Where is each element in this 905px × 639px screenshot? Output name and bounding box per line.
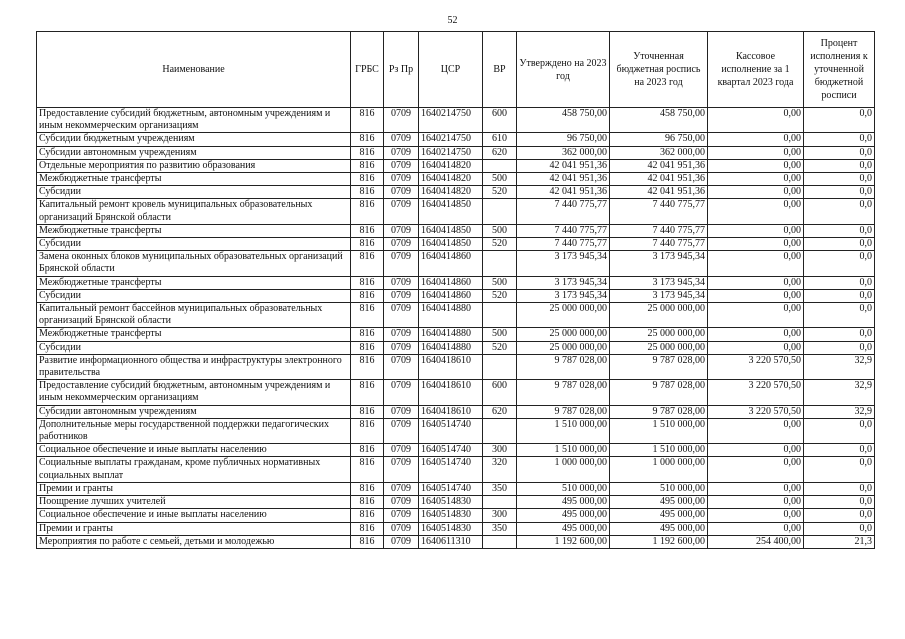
- cell-rzpr: 0709: [384, 199, 419, 224]
- cell-cash: 0,00: [708, 496, 804, 509]
- cell-rzpr: 0709: [384, 496, 419, 509]
- cell-name: Субсидии автономным учреждениям: [37, 405, 351, 418]
- cell-approved: 1 000 000,00: [517, 457, 610, 482]
- cell-grbs: 816: [351, 224, 384, 237]
- cell-cash: 0,00: [708, 224, 804, 237]
- table-row: [37, 509, 875, 522]
- cell-grbs: 816: [351, 199, 384, 224]
- cell-refined: 9 787 028,00: [610, 354, 708, 379]
- cell-rzpr: 0709: [384, 457, 419, 482]
- cell-name: Социальные выплаты гражданам, кроме публичных нормативных социальных выплат: [37, 457, 351, 482]
- cell-percent: 0,0: [804, 173, 875, 186]
- cell-grbs: 816: [351, 303, 384, 328]
- cell-name: Предоставление субсидий бюджетным, автономным учреждениям и иным некоммерческим организациям: [37, 108, 351, 133]
- cell-vr: 610: [483, 133, 517, 146]
- header-csr: ЦСР: [419, 32, 483, 108]
- cell-cash: 0,00: [708, 173, 804, 186]
- cell-vr: 300: [483, 509, 517, 522]
- table-row: [37, 535, 875, 548]
- cell-rzpr: 0709: [384, 159, 419, 172]
- cell-refined: 42 041 951,36: [610, 159, 708, 172]
- cell-vr: [483, 199, 517, 224]
- table-row: [37, 276, 875, 289]
- cell-refined: 495 000,00: [610, 522, 708, 535]
- cell-percent: 0,0: [804, 522, 875, 535]
- cell-approved: 25 000 000,00: [517, 341, 610, 354]
- cell-name: Межбюджетные трансферты: [37, 224, 351, 237]
- cell-grbs: 816: [351, 444, 384, 457]
- cell-rzpr: 0709: [384, 354, 419, 379]
- cell-grbs: 816: [351, 289, 384, 302]
- cell-grbs: 816: [351, 482, 384, 495]
- cell-approved: 3 173 945,34: [517, 251, 610, 276]
- cell-vr: 500: [483, 224, 517, 237]
- cell-approved: 9 787 028,00: [517, 405, 610, 418]
- table-row: [37, 418, 875, 443]
- cell-vr: 320: [483, 457, 517, 482]
- cell-grbs: 816: [351, 146, 384, 159]
- table-row: [37, 186, 875, 199]
- cell-percent: 0,0: [804, 482, 875, 495]
- cell-vr: [483, 303, 517, 328]
- cell-percent: 0,0: [804, 224, 875, 237]
- cell-refined: 9 787 028,00: [610, 405, 708, 418]
- cell-vr: 520: [483, 186, 517, 199]
- header-percent: Процент исполнения к уточненной бюджетной росписи: [804, 32, 875, 108]
- cell-name: Капитальный ремонт бассейнов муниципальных образовательных организаций Брянской области: [37, 303, 351, 328]
- cell-percent: 0,0: [804, 133, 875, 146]
- cell-cash: 0,00: [708, 444, 804, 457]
- cell-csr: 1640414820: [419, 173, 483, 186]
- cell-name: Субсидии: [37, 341, 351, 354]
- cell-name: Дополнительные меры государственной поддержки педагогических работников: [37, 418, 351, 443]
- cell-approved: 495 000,00: [517, 509, 610, 522]
- header-row: [37, 32, 875, 108]
- cell-cash: 0,00: [708, 341, 804, 354]
- cell-grbs: 816: [351, 251, 384, 276]
- cell-cash: 0,00: [708, 303, 804, 328]
- cell-approved: 3 173 945,34: [517, 289, 610, 302]
- cell-grbs: 816: [351, 354, 384, 379]
- cell-rzpr: 0709: [384, 238, 419, 251]
- cell-percent: 0,0: [804, 496, 875, 509]
- cell-vr: 520: [483, 341, 517, 354]
- cell-vr: [483, 159, 517, 172]
- cell-refined: 1 000 000,00: [610, 457, 708, 482]
- cell-refined: 7 440 775,77: [610, 199, 708, 224]
- cell-csr: 1640514830: [419, 496, 483, 509]
- cell-cash: 0,00: [708, 289, 804, 302]
- cell-rzpr: 0709: [384, 224, 419, 237]
- cell-refined: 458 750,00: [610, 108, 708, 133]
- cell-rzpr: 0709: [384, 186, 419, 199]
- cell-cash: 0,00: [708, 328, 804, 341]
- table-row: [37, 303, 875, 328]
- cell-rzpr: 0709: [384, 108, 419, 133]
- cell-grbs: 816: [351, 159, 384, 172]
- cell-percent: 32,9: [804, 405, 875, 418]
- cell-name: Социальное обеспечение и иные выплаты населению: [37, 509, 351, 522]
- cell-vr: [483, 496, 517, 509]
- cell-vr: [483, 418, 517, 443]
- cell-csr: 1640214750: [419, 146, 483, 159]
- cell-approved: 9 787 028,00: [517, 354, 610, 379]
- cell-refined: 25 000 000,00: [610, 341, 708, 354]
- cell-cash: 0,00: [708, 146, 804, 159]
- cell-vr: 600: [483, 380, 517, 405]
- cell-csr: 1640414880: [419, 341, 483, 354]
- cell-name: Субсидии: [37, 238, 351, 251]
- cell-grbs: 816: [351, 108, 384, 133]
- cell-cash: 3 220 570,50: [708, 354, 804, 379]
- cell-approved: 495 000,00: [517, 522, 610, 535]
- cell-refined: 9 787 028,00: [610, 380, 708, 405]
- cell-vr: 300: [483, 444, 517, 457]
- cell-rzpr: 0709: [384, 482, 419, 495]
- cell-approved: 495 000,00: [517, 496, 610, 509]
- cell-refined: 25 000 000,00: [610, 328, 708, 341]
- cell-approved: 96 750,00: [517, 133, 610, 146]
- cell-rzpr: 0709: [384, 276, 419, 289]
- table-row: [37, 159, 875, 172]
- cell-cash: 0,00: [708, 186, 804, 199]
- cell-approved: 1 510 000,00: [517, 444, 610, 457]
- cell-grbs: 816: [351, 509, 384, 522]
- cell-name: Субсидии: [37, 289, 351, 302]
- table-row: [37, 496, 875, 509]
- cell-approved: 7 440 775,77: [517, 224, 610, 237]
- cell-csr: 1640418610: [419, 405, 483, 418]
- cell-percent: 0,0: [804, 146, 875, 159]
- cell-refined: 495 000,00: [610, 496, 708, 509]
- cell-vr: 620: [483, 405, 517, 418]
- table-row: [37, 341, 875, 354]
- cell-percent: 0,0: [804, 418, 875, 443]
- cell-cash: 0,00: [708, 199, 804, 224]
- cell-name: Межбюджетные трансферты: [37, 173, 351, 186]
- cell-refined: 1 510 000,00: [610, 418, 708, 443]
- cell-rzpr: 0709: [384, 522, 419, 535]
- cell-refined: 96 750,00: [610, 133, 708, 146]
- cell-approved: 25 000 000,00: [517, 328, 610, 341]
- cell-grbs: 816: [351, 535, 384, 548]
- cell-vr: [483, 251, 517, 276]
- table-row: [37, 224, 875, 237]
- cell-cash: 3 220 570,50: [708, 405, 804, 418]
- table-row: [37, 328, 875, 341]
- cell-rzpr: 0709: [384, 303, 419, 328]
- cell-refined: 42 041 951,36: [610, 186, 708, 199]
- cell-cash: 0,00: [708, 276, 804, 289]
- cell-percent: 0,0: [804, 509, 875, 522]
- cell-approved: 42 041 951,36: [517, 186, 610, 199]
- cell-refined: 3 173 945,34: [610, 251, 708, 276]
- cell-name: Развитие информационного общества и инфраструктуры электронного правительства: [37, 354, 351, 379]
- cell-name: Субсидии: [37, 186, 351, 199]
- cell-csr: 1640414850: [419, 199, 483, 224]
- cell-rzpr: 0709: [384, 535, 419, 548]
- cell-csr: 1640514740: [419, 482, 483, 495]
- cell-csr: 1640418610: [419, 354, 483, 379]
- budget-table: [36, 31, 875, 549]
- table-row: [37, 405, 875, 418]
- cell-vr: 620: [483, 146, 517, 159]
- cell-csr: 1640414860: [419, 289, 483, 302]
- cell-vr: 520: [483, 238, 517, 251]
- cell-rzpr: 0709: [384, 173, 419, 186]
- cell-percent: 0,0: [804, 328, 875, 341]
- cell-cash: 0,00: [708, 418, 804, 443]
- table-row: [37, 354, 875, 379]
- cell-vr: 500: [483, 276, 517, 289]
- cell-rzpr: 0709: [384, 509, 419, 522]
- cell-cash: 0,00: [708, 509, 804, 522]
- cell-rzpr: 0709: [384, 418, 419, 443]
- cell-csr: 1640414850: [419, 238, 483, 251]
- cell-percent: 0,0: [804, 186, 875, 199]
- cell-name: Субсидии бюджетным учреждениям: [37, 133, 351, 146]
- cell-name: Субсидии автономным учреждениям: [37, 146, 351, 159]
- cell-csr: 1640514830: [419, 522, 483, 535]
- cell-grbs: 816: [351, 405, 384, 418]
- cell-grbs: 816: [351, 457, 384, 482]
- cell-name: Премии и гранты: [37, 482, 351, 495]
- cell-rzpr: 0709: [384, 289, 419, 302]
- cell-name: Предоставление субсидий бюджетным, автономным учреждениям и иным некоммерческим организациям: [37, 380, 351, 405]
- cell-approved: 3 173 945,34: [517, 276, 610, 289]
- cell-rzpr: 0709: [384, 328, 419, 341]
- cell-name: Межбюджетные трансферты: [37, 276, 351, 289]
- cell-percent: 0,0: [804, 159, 875, 172]
- table-row: [37, 380, 875, 405]
- cell-refined: 25 000 000,00: [610, 303, 708, 328]
- cell-refined: 510 000,00: [610, 482, 708, 495]
- cell-grbs: 816: [351, 133, 384, 146]
- header-name: Наименование: [37, 32, 351, 108]
- cell-csr: 1640414820: [419, 186, 483, 199]
- cell-rzpr: 0709: [384, 444, 419, 457]
- cell-name: Отдельные мероприятия по развитию образования: [37, 159, 351, 172]
- cell-rzpr: 0709: [384, 380, 419, 405]
- cell-cash: 0,00: [708, 108, 804, 133]
- cell-csr: 1640611310: [419, 535, 483, 548]
- header-cash: Кассовое исполнение за 1 квартал 2023 года: [708, 32, 804, 108]
- cell-cash: 3 220 570,50: [708, 380, 804, 405]
- cell-vr: 500: [483, 328, 517, 341]
- cell-refined: 42 041 951,36: [610, 173, 708, 186]
- cell-vr: 600: [483, 108, 517, 133]
- cell-percent: 0,0: [804, 199, 875, 224]
- cell-percent: 0,0: [804, 457, 875, 482]
- cell-vr: [483, 354, 517, 379]
- table-row: [37, 173, 875, 186]
- cell-percent: 0,0: [804, 341, 875, 354]
- cell-grbs: 816: [351, 418, 384, 443]
- cell-grbs: 816: [351, 341, 384, 354]
- cell-refined: 3 173 945,34: [610, 276, 708, 289]
- cell-percent: 0,0: [804, 251, 875, 276]
- header-approved: Утверждено на 2023 год: [517, 32, 610, 108]
- header-grbs: ГРБС: [351, 32, 384, 108]
- cell-csr: 1640214750: [419, 108, 483, 133]
- cell-vr: [483, 535, 517, 548]
- cell-csr: 1640414860: [419, 276, 483, 289]
- cell-csr: 1640414880: [419, 328, 483, 341]
- cell-vr: 350: [483, 482, 517, 495]
- cell-approved: 362 000,00: [517, 146, 610, 159]
- cell-refined: 3 173 945,34: [610, 289, 708, 302]
- header-vr: ВР: [483, 32, 517, 108]
- cell-approved: 510 000,00: [517, 482, 610, 495]
- cell-grbs: 816: [351, 238, 384, 251]
- cell-name: Межбюджетные трансферты: [37, 328, 351, 341]
- cell-cash: 254 400,00: [708, 535, 804, 548]
- cell-refined: 495 000,00: [610, 509, 708, 522]
- cell-approved: 42 041 951,36: [517, 173, 610, 186]
- cell-cash: 0,00: [708, 251, 804, 276]
- cell-approved: 9 787 028,00: [517, 380, 610, 405]
- cell-percent: 21,3: [804, 535, 875, 548]
- cell-refined: 7 440 775,77: [610, 238, 708, 251]
- cell-percent: 0,0: [804, 276, 875, 289]
- cell-rzpr: 0709: [384, 405, 419, 418]
- header-refined: Уточненная бюджетная роспись на 2023 год: [610, 32, 708, 108]
- page-number: 52: [447, 15, 458, 26]
- table-row: [37, 238, 875, 251]
- cell-grbs: 816: [351, 328, 384, 341]
- cell-csr: 1640418610: [419, 380, 483, 405]
- cell-grbs: 816: [351, 186, 384, 199]
- cell-name: Замена оконных блоков муниципальных образовательных организаций Брянской области: [37, 251, 351, 276]
- cell-refined: 1 192 600,00: [610, 535, 708, 548]
- cell-percent: 0,0: [804, 108, 875, 133]
- cell-approved: 1 192 600,00: [517, 535, 610, 548]
- cell-approved: 25 000 000,00: [517, 303, 610, 328]
- table-row: [37, 444, 875, 457]
- table-row: [37, 289, 875, 302]
- cell-refined: 1 510 000,00: [610, 444, 708, 457]
- cell-name: Капитальный ремонт кровель муниципальных образовательных организаций Брянской области: [37, 199, 351, 224]
- table-row: [37, 251, 875, 276]
- cell-percent: 32,9: [804, 380, 875, 405]
- cell-vr: 500: [483, 173, 517, 186]
- cell-grbs: 816: [351, 496, 384, 509]
- cell-percent: 0,0: [804, 238, 875, 251]
- cell-csr: 1640414850: [419, 224, 483, 237]
- cell-grbs: 816: [351, 522, 384, 535]
- cell-percent: 0,0: [804, 444, 875, 457]
- table-row: [37, 482, 875, 495]
- cell-name: Мероприятия по работе с семьей, детьми и молодежью: [37, 535, 351, 548]
- cell-csr: 1640214750: [419, 133, 483, 146]
- cell-approved: 7 440 775,77: [517, 199, 610, 224]
- cell-csr: 1640514830: [419, 509, 483, 522]
- cell-refined: 7 440 775,77: [610, 224, 708, 237]
- cell-percent: 0,0: [804, 289, 875, 302]
- cell-rzpr: 0709: [384, 341, 419, 354]
- cell-percent: 0,0: [804, 303, 875, 328]
- cell-cash: 0,00: [708, 133, 804, 146]
- cell-grbs: 816: [351, 276, 384, 289]
- table-row: [37, 133, 875, 146]
- cell-approved: 1 510 000,00: [517, 418, 610, 443]
- table-row: [37, 146, 875, 159]
- table-row: [37, 522, 875, 535]
- table-row: [37, 457, 875, 482]
- cell-csr: 1640514740: [419, 444, 483, 457]
- cell-cash: 0,00: [708, 522, 804, 535]
- cell-vr: 350: [483, 522, 517, 535]
- cell-rzpr: 0709: [384, 133, 419, 146]
- cell-rzpr: 0709: [384, 251, 419, 276]
- cell-cash: 0,00: [708, 159, 804, 172]
- table-body: [37, 108, 875, 549]
- cell-csr: 1640414820: [419, 159, 483, 172]
- table-row: [37, 108, 875, 133]
- cell-csr: 1640514740: [419, 457, 483, 482]
- table-row: [37, 199, 875, 224]
- cell-percent: 32,9: [804, 354, 875, 379]
- cell-cash: 0,00: [708, 482, 804, 495]
- cell-grbs: 816: [351, 380, 384, 405]
- cell-grbs: 816: [351, 173, 384, 186]
- cell-approved: 458 750,00: [517, 108, 610, 133]
- cell-approved: 7 440 775,77: [517, 238, 610, 251]
- cell-approved: 42 041 951,36: [517, 159, 610, 172]
- cell-csr: 1640414860: [419, 251, 483, 276]
- header-rzpr: Рз Пр: [384, 32, 419, 108]
- cell-vr: 520: [483, 289, 517, 302]
- cell-cash: 0,00: [708, 457, 804, 482]
- cell-name: Социальное обеспечение и иные выплаты населению: [37, 444, 351, 457]
- cell-name: Премии и гранты: [37, 522, 351, 535]
- cell-cash: 0,00: [708, 238, 804, 251]
- cell-rzpr: 0709: [384, 146, 419, 159]
- cell-csr: 1640414880: [419, 303, 483, 328]
- cell-refined: 362 000,00: [610, 146, 708, 159]
- cell-csr: 1640514740: [419, 418, 483, 443]
- cell-name: Поощрение лучших учителей: [37, 496, 351, 509]
